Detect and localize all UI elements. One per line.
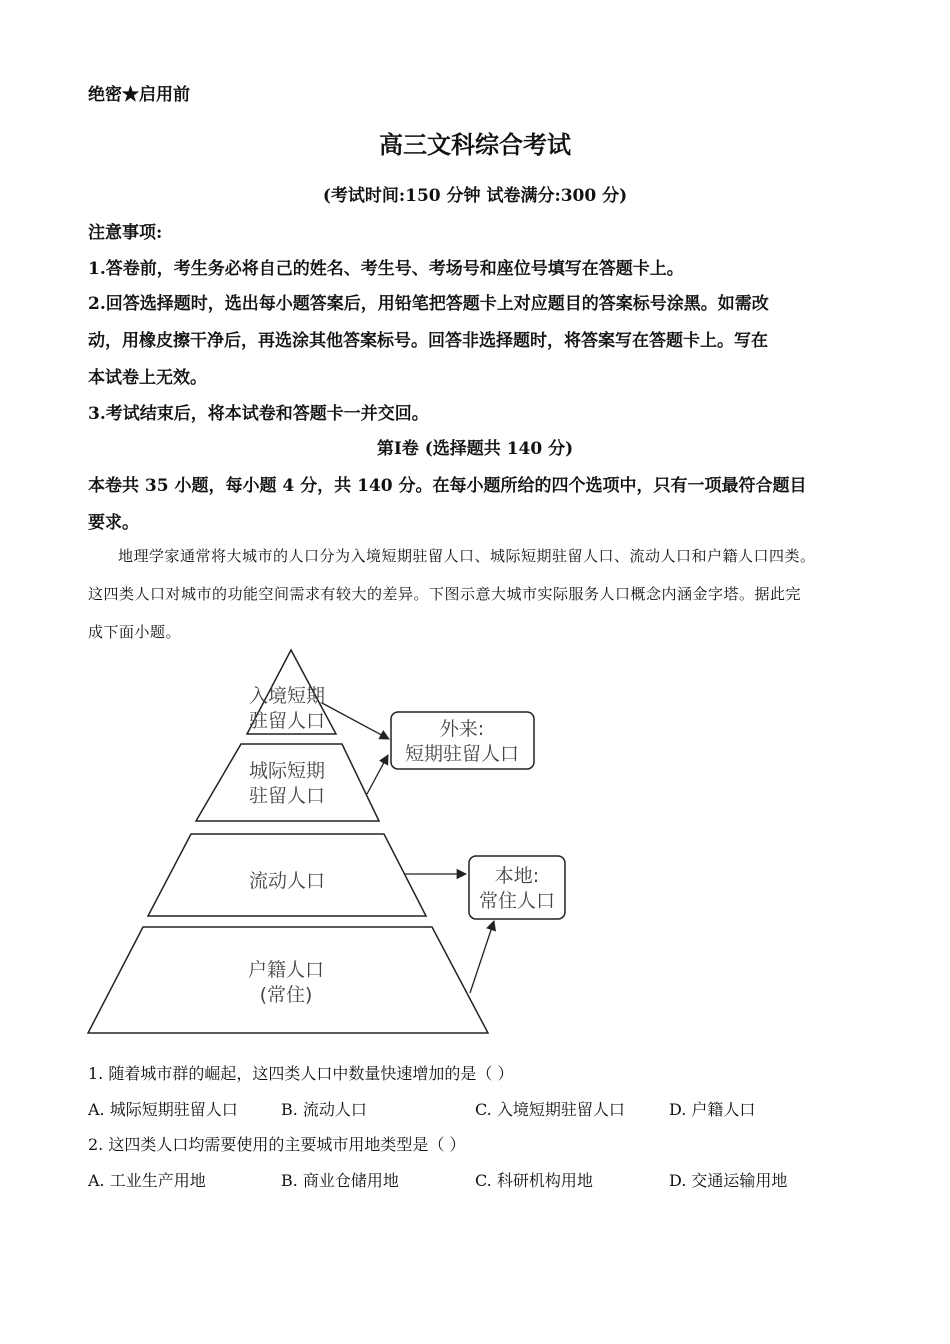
question-1-option-a: A. 城际短期驻留人口 [88,1100,238,1119]
intro-line-1: 地理学家通常将大城市的人口分为入境短期驻留人口、城际短期驻留人口、流动人口和户籍人口四类。 [118,547,816,565]
question-1-option-d: D. 户籍人口 [669,1100,756,1119]
tier-1-label-line-1: 入境短期 [248,685,326,707]
tier-4-label-line-1: 户籍人口 [247,959,325,981]
tier-3-label: 流动人口 [248,870,326,892]
population-pyramid-diagram [80,645,590,1045]
note-item-2-line-3: 本试卷上无效。 [88,368,207,388]
note-item-2-line-1: 2.回答选择题时，选出每小题答案后，用铅笔把答题卡上对应题目的答案标号涂黑。如需改 [88,294,769,314]
section-desc-line-2: 要求。 [88,513,139,533]
page-title: 高三文科综合考试 [379,130,571,159]
question-2-option-a: A. 工业生产用地 [88,1171,206,1190]
question-2-stem: 2. 这四类人口均需要使用的主要城市用地类型是（ ） [88,1135,466,1154]
tier-2-label-line-1: 城际短期 [248,760,326,782]
intro-line-2: 这四类人口对城市的功能空间需求有较大的差异。下图示意大城市实际服务人口概念内涵金字塔。据此完 [88,585,802,603]
external-box-label-line-2: 短期驻留人口 [404,743,520,765]
tier-4-label-line-2: (常住) [259,984,313,1006]
arrow-tier2-to-external [367,755,388,794]
tier-2-label-line-2: 驻留人口 [248,785,326,807]
arrow-tier4-to-local [470,921,494,993]
question-2-option-b: B. 商业仓储用地 [281,1171,399,1190]
note-item-3: 3.考试结束后，将本试卷和答题卡一并交回。 [88,404,429,424]
question-1-option-c: C. 入境短期驻留人口 [475,1100,625,1119]
note-item-1: 1.答卷前，考生务必将自己的姓名、考生号、考场号和座位号填写在答题卡上。 [88,259,684,279]
exam-info: (考试时间:150 分钟 试卷满分:300 分) [322,186,628,206]
intro-line-3: 成下面小题。 [88,623,182,641]
question-2-option-d: D. 交通运输用地 [669,1171,788,1190]
local-box-label-line-2: 常住人口 [478,890,556,912]
notes-heading: 注意事项: [88,223,163,243]
question-1-stem: 1. 随着城市群的崛起，这四类人口中数量快速增加的是（ ） [88,1064,514,1083]
tier-1-label-line-2: 驻留人口 [248,710,326,732]
pyramid-tier-2 [196,744,379,821]
local-box-label-line-1: 本地: [494,865,540,887]
question-2-option-c: C. 科研机构用地 [475,1171,593,1190]
confidential-label: 绝密★启用前 [88,85,190,105]
note-item-2-line-2: 动，用橡皮擦干净后，再选涂其他答案标号。回答非选择题时，将答案写在答题卡上。写在 [88,331,768,351]
question-1-option-b: B. 流动人口 [281,1100,367,1119]
section-heading: 第Ⅰ卷 (选择题共 140 分) [376,439,574,459]
section-desc-line-1: 本卷共 35 小题，每小题 4 分，共 140 分。在每小题所给的四个选项中，只有一项最符合题目 [88,476,807,496]
external-box-label-line-1: 外来: [439,718,485,740]
